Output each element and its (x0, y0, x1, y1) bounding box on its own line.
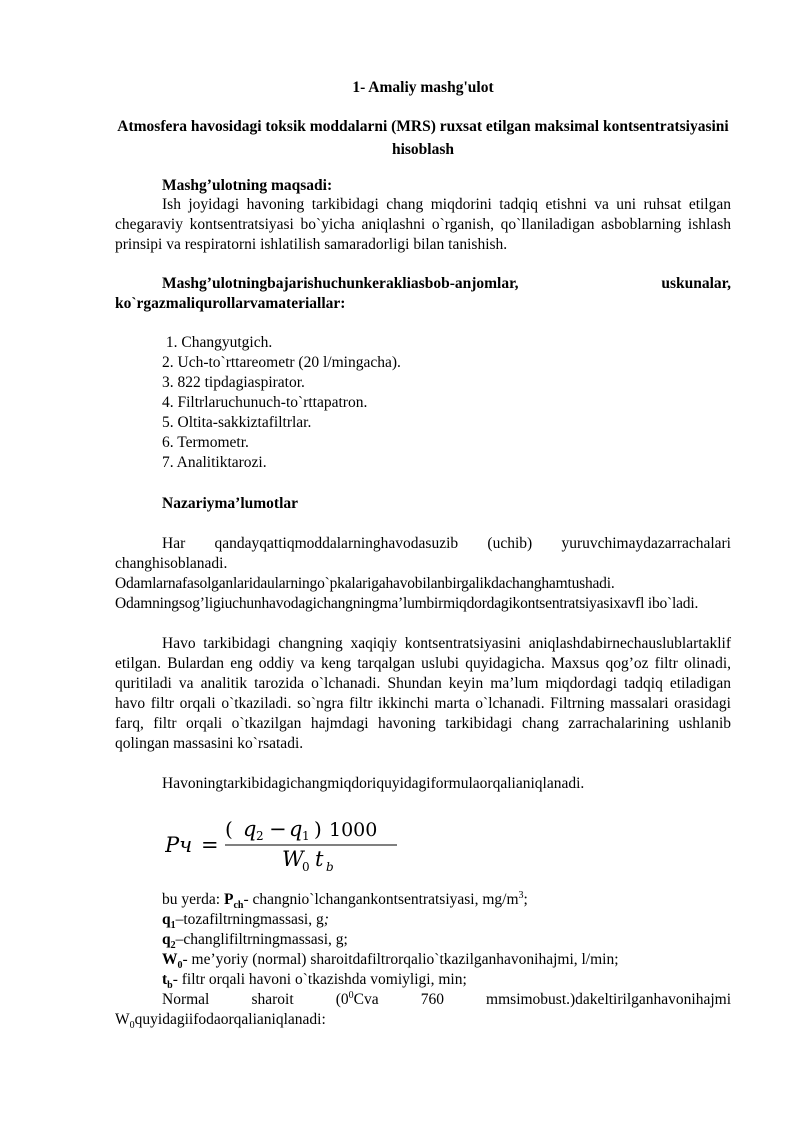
symbol-p: P (223, 891, 234, 908)
symbol-p-sub: ch (233, 900, 244, 912)
symbol-w0-normal-sub: 0 (129, 1020, 135, 1032)
symbol-q1-sub: 1 (170, 920, 176, 932)
formula-t: t (315, 847, 324, 871)
formula-open-paren: ( (225, 817, 233, 841)
formula-q2: q (243, 817, 257, 841)
definition-tb (115, 970, 731, 990)
definition-p-end: ; (523, 891, 528, 908)
definition-w0-text: - me’yoriy (normal) sharoitdafiltrorqalio`tkazilganhavonihajmi, l/min; (182, 951, 619, 968)
symbol-w0-sub: 0 (177, 960, 183, 972)
formula-w: W (282, 847, 304, 871)
formula-minus: − (269, 817, 287, 841)
symbol-q1: q (162, 911, 171, 928)
list-item: 1. Changyutgich. (162, 334, 273, 351)
normal-conditions-line2 (115, 1010, 731, 1030)
formula-equals: = (201, 833, 219, 857)
symbol-w0: W (162, 951, 178, 968)
formula-constant: 1000 (329, 819, 378, 841)
definition-prefix: bu yerda: (162, 891, 224, 908)
list-item: 6. Termometr. (162, 434, 249, 451)
normal-text-b: Cva 760 mmsimobust.)dakeltirilganhavonihajmi (353, 991, 731, 1008)
goal-heading: Mashg’ulotning maqsadi: (162, 177, 333, 194)
normal-conditions-line1 (115, 990, 731, 1010)
theory-paragraph-2: Odamlarnafasolganlaridaularningo`pkalarigahavobilanbirgalikdachanghamtushadi. (115, 575, 615, 592)
symbol-q2-sub: 2 (170, 940, 176, 952)
page-subtitle: Atmosfera havosidagi toksik moddalarni (MRS) ruxsat etilgan maksimal kontsentratsiyasini hisoblash (117, 118, 729, 158)
tools-heading-part-b: uskunalar, (661, 275, 731, 292)
goal-paragraph: Ish joyidagi havoning tarkibidagi chang miqdorini tadqiq etishni va uni ruhsat etilgan chegaraviy kontsentratsiyasi bo`yicha aniqlashni o`rganish, qo`llaniladigan asboblarning ishlash prinsipi va respiratorni ishlatilish samaradorligi bilan tanishish. (115, 196, 731, 253)
definition-q1-text: –tozafiltrningmassasi, g (175, 911, 324, 928)
list-item: 7. Analitiktarozi. (162, 454, 267, 471)
definition-q1 (115, 910, 731, 930)
list-item: 2. Uch-to`rttareometr (20 l/mingacha). (162, 354, 401, 371)
definition-p (115, 890, 731, 910)
list-item: 3. 822 tipdagiaspirator. (162, 374, 305, 391)
degree-sup: 0 (348, 989, 354, 1001)
definition-q1-end: ; (323, 911, 329, 928)
definition-tb-text: - filtr orqali havoni o`tkazishda vomiyligi, min; (172, 971, 467, 988)
formula-w-sub: 0 (302, 860, 310, 874)
symbol-tb-sub: b (167, 980, 173, 992)
normal-text-a: Normal sharoit (0 (162, 991, 349, 1008)
theory-paragraph-5: Havoningtarkibidagichangmiqdoriquyidagiformulaorqalianiqlanadi. (162, 775, 585, 792)
list-item: 5. Oltita-sakkiztafiltrlar. (162, 414, 312, 431)
theory-heading: Nazariyma’lumotlar (162, 495, 299, 512)
definition-p-text: - changnio`lchangankontsentratsiyasi, mg/m (243, 891, 519, 908)
tools-list (115, 333, 731, 473)
symbol-tb: t (162, 971, 168, 988)
formula-lhs: Pч (165, 833, 193, 857)
symbol-q2: q (162, 931, 171, 948)
symbol-w0-normal: W (115, 1011, 130, 1028)
theory-paragraph-4: Havo tarkibidagi changning xaqiqiy kontsentratsiyasini aniqlashdabirnechauslublartaklif etilgan. Bulardan eng oddiy va keng tarqalgan uslubi quyidagicha. Maxsus qog’oz filtr olinadi, quritiladi va analitik tarozida o`lchanadi. Shundan keyin ma’lum miqdordagi tadqiq etiladigan havo filtr orqali o`tkaziladi. so`ngra filtr ikkinchi marta o`lchanadi. Filtrning massalari orasidagi farq, filtr orqali o`tkazilgan hajmdagi havoning tarkibidagi chang zarrachalarining ushlanib qolingan massasini ko`rsatadi. (115, 635, 731, 752)
tools-heading-line2: ko`rgazmaliqurollarvamateriallar: (115, 295, 346, 312)
formula-close-paren: ) (314, 817, 322, 841)
formula-q2-sub: 2 (256, 829, 264, 843)
formula-q1-sub: 1 (302, 829, 310, 843)
page-title: 1- Amaliy mashg'ulot (352, 79, 494, 96)
definition-q2-text: –changlifiltrningmassasi, g; (175, 931, 348, 948)
tools-heading-part-a: Mashg’ulotningbajarishuchunkerakliasbob-anjomlar, (162, 275, 519, 292)
definition-q2 (115, 930, 731, 950)
list-item: 4. Filtrlaruchunuch-to`rttapatron. (162, 394, 368, 411)
unit-sup: 3 (518, 889, 524, 901)
concentration-formula (165, 812, 465, 874)
theory-paragraph-1: Har qandayqattiqmoddalarninghavodasuzib (uchib) yuruvchimaydazarrachalari changhisoblanadi. (115, 535, 731, 572)
definition-w0 (115, 950, 731, 970)
formula-q1: q (289, 817, 303, 841)
formula-t-sub: b (326, 860, 334, 874)
theory-paragraph-3: Odamningsog’ligiuchunhavodagichangningma’lumbirmiqdordagikontsentratsiyasixavfl ibo`ladi. (115, 595, 699, 612)
tools-heading-line1 (115, 274, 731, 294)
normal-text-c: quyidagiifodaorqalianiqlanadi: (134, 1011, 326, 1028)
